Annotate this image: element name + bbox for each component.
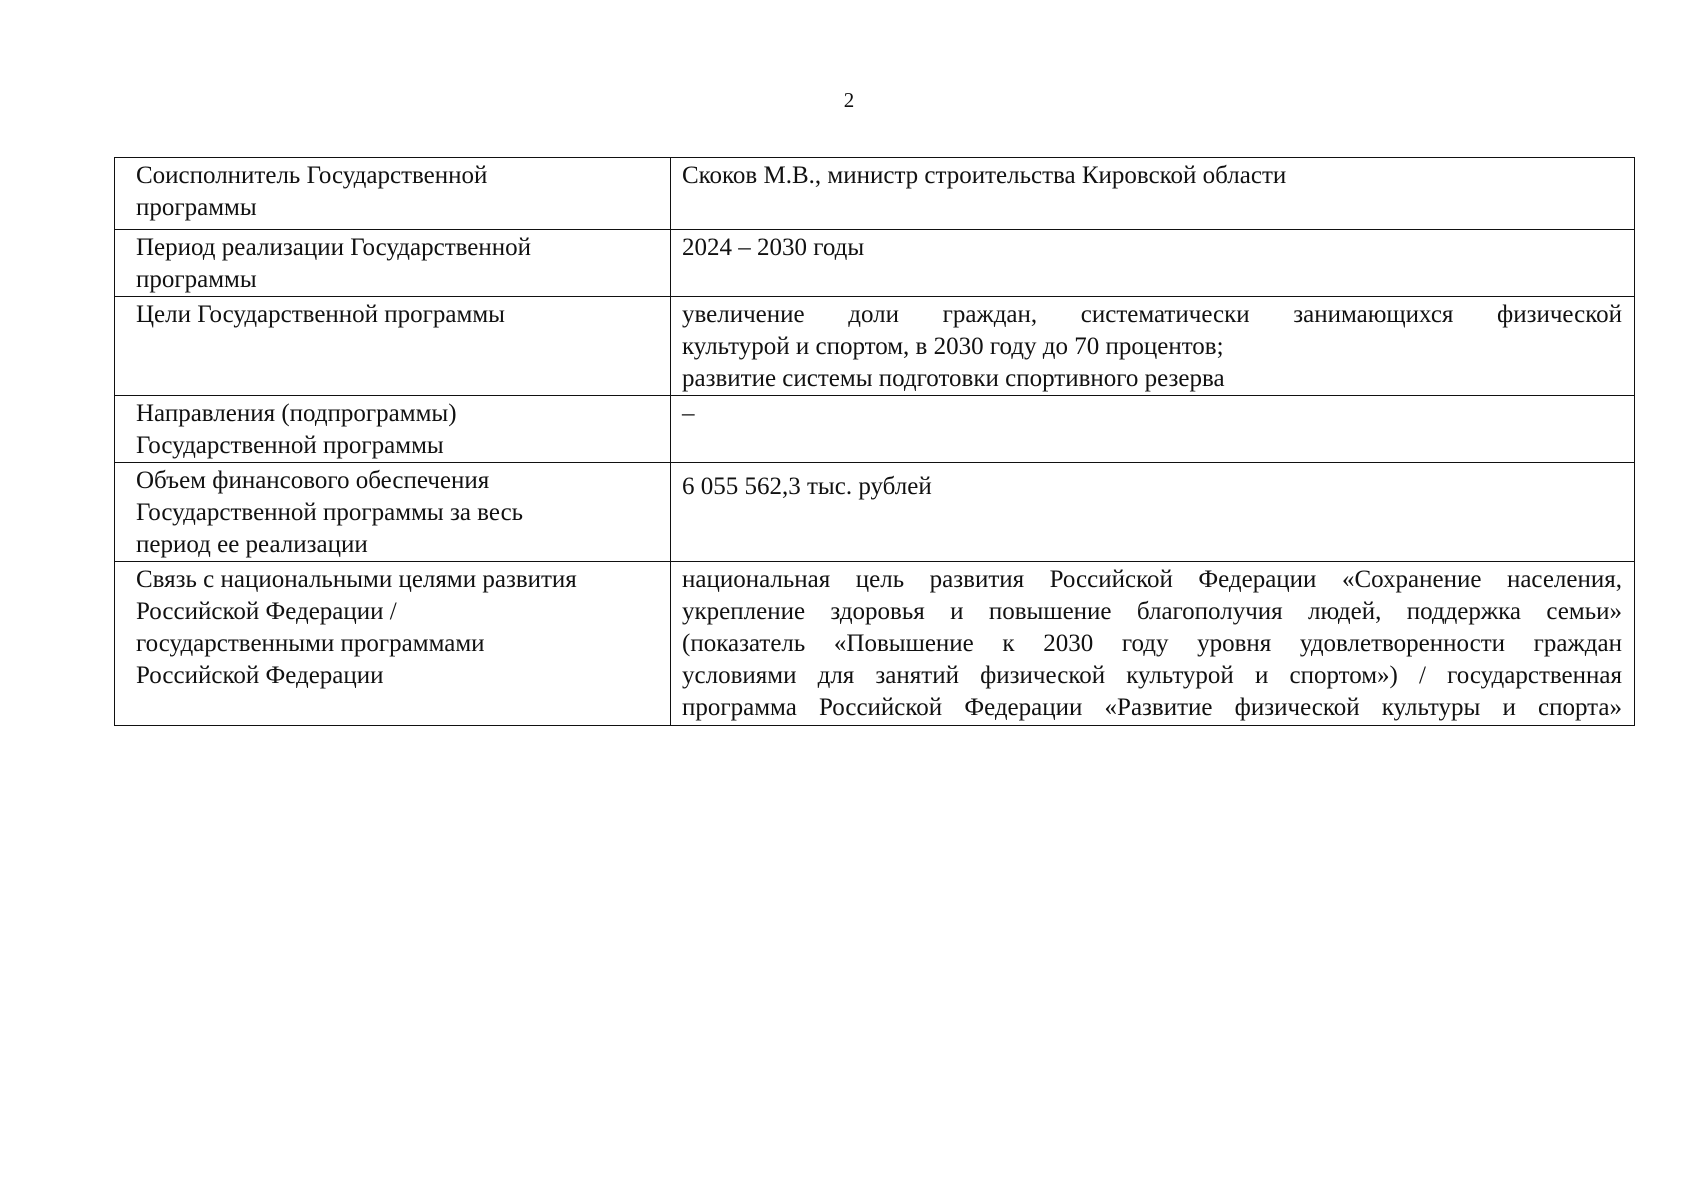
value-line: 2024 – 2030 годы — [682, 234, 865, 261]
table-row — [115, 463, 1635, 562]
value-line: 6 055 562,3 тыс. рублей — [682, 473, 932, 500]
row-value — [671, 396, 1635, 463]
row-label — [115, 230, 671, 297]
label-line: программы — [136, 194, 257, 221]
table-row — [115, 396, 1635, 463]
label-line: Направления (подпрограммы) — [136, 400, 457, 427]
value-line: увеличение доли граждан, систематически занимающихся физической — [682, 301, 1622, 328]
value-line: – — [682, 400, 695, 427]
label-line: государственными программами — [136, 630, 485, 657]
table-row — [115, 562, 1635, 726]
row-label — [115, 396, 671, 463]
value-line: Скоков М.В., министр строительства Кировской области — [682, 162, 1287, 189]
row-label — [115, 562, 671, 726]
value-line: (показатель «Повышение к 2030 году уровня удовлетворенности граждан — [682, 630, 1622, 657]
row-value — [671, 230, 1635, 297]
program-passport-table — [114, 157, 1635, 726]
row-value — [671, 158, 1635, 230]
row-label — [115, 158, 671, 230]
value-line: культурой и спортом, в 2030 году до 70 процентов; — [682, 333, 1224, 360]
label-line: Государственной программы за весь — [136, 499, 524, 526]
label-line: Соисполнитель Государственной — [136, 162, 488, 189]
value-line: развитие системы подготовки спортивного резерва — [682, 365, 1225, 392]
table-row — [115, 230, 1635, 297]
table-row — [115, 158, 1635, 230]
value-line: условиями для занятий физической культурой и спортом») / государственная — [682, 662, 1622, 689]
table-row — [115, 297, 1635, 396]
label-line: программы — [136, 266, 257, 293]
row-value — [671, 297, 1635, 396]
label-line: Российской Федерации — [136, 662, 384, 689]
page-number: 2 — [843, 88, 855, 112]
row-value — [671, 463, 1635, 562]
label-line: Российской Федерации / — [136, 598, 397, 625]
value-line: национальная цель развития Российской Федерации «Сохранение населения, — [682, 566, 1622, 593]
label-line: Государственной программы — [136, 432, 444, 459]
label-line: период ее реализации — [136, 531, 368, 558]
label-line: Связь с национальными целями развития — [136, 566, 577, 593]
label-line: Объем финансового обеспечения — [136, 467, 490, 494]
value-line: укрепление здоровья и повышение благополучия людей, поддержка семьи» — [682, 598, 1622, 625]
row-label — [115, 463, 671, 562]
row-value — [671, 562, 1635, 726]
row-label — [115, 297, 671, 396]
value-line: программа Российской Федерации «Развитие физической культуры и спорта» — [682, 694, 1622, 721]
label-line: Цели Государственной программы — [136, 301, 505, 328]
label-line: Период реализации Государственной — [136, 234, 532, 261]
